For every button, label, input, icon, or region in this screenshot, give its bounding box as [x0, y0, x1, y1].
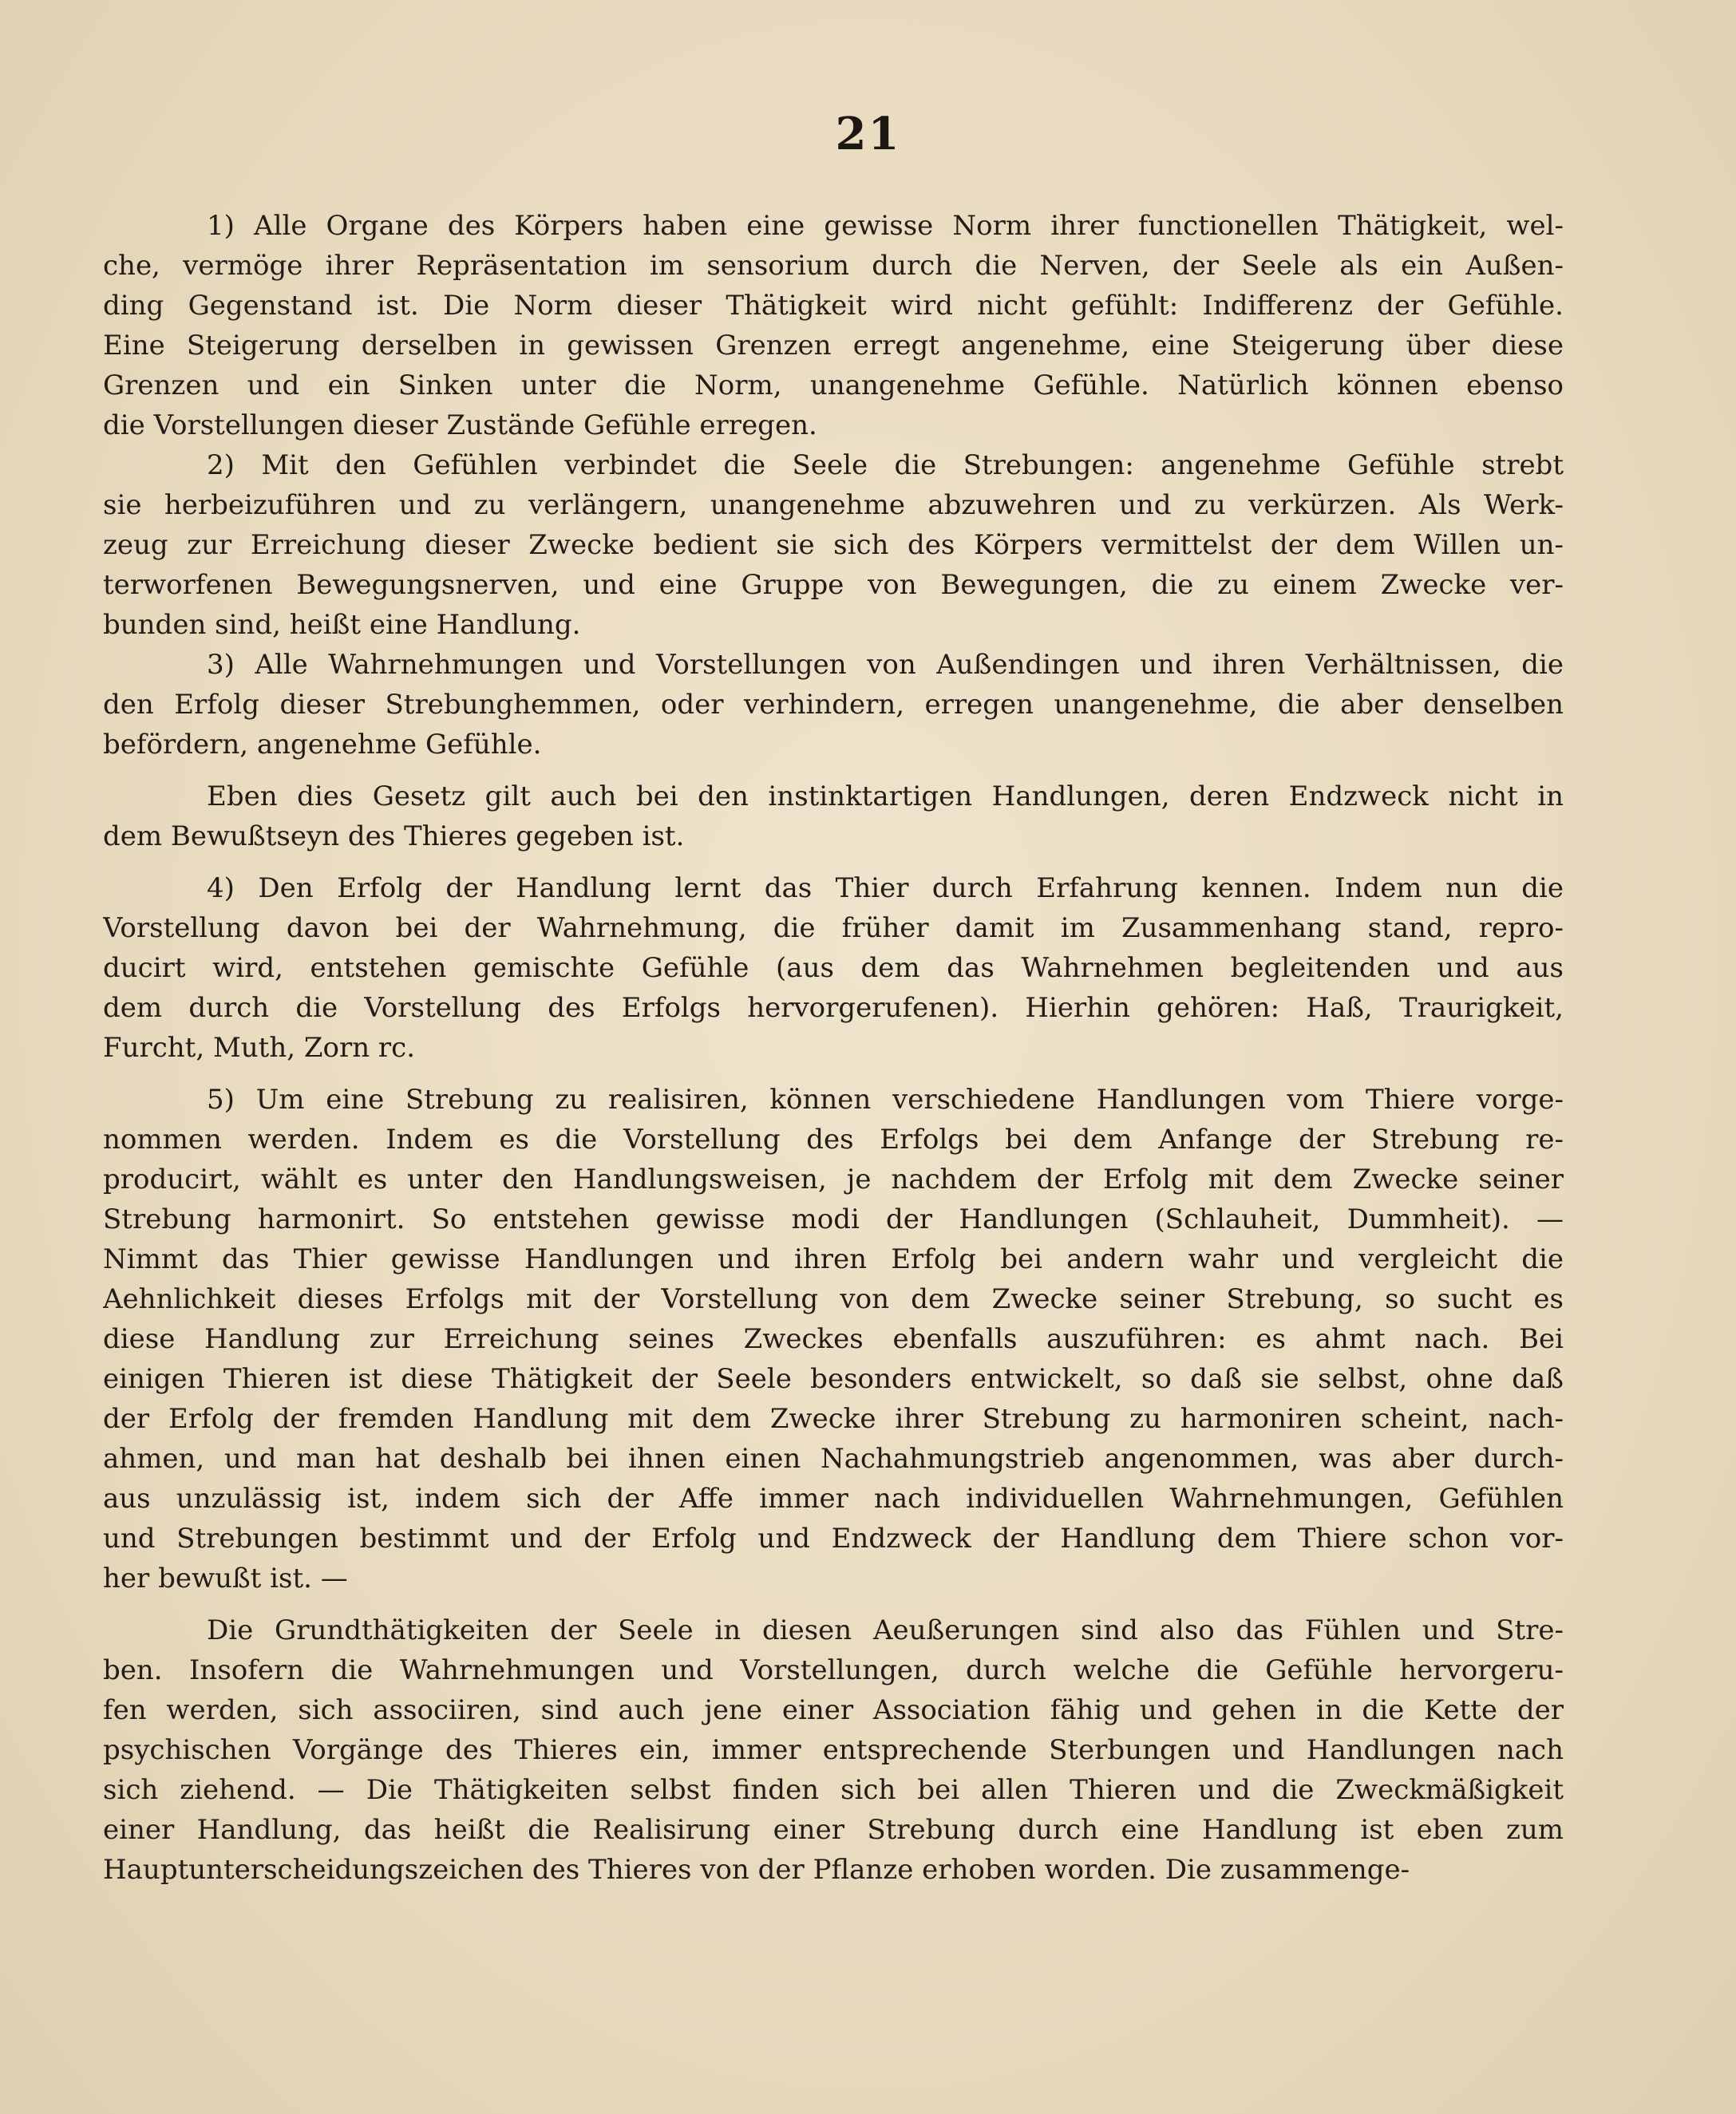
- text-line: bunden sind, heißt eine Handlung.: [103, 609, 581, 641]
- text-line: Vorstellung davon bei der Wahrnehmung, die früher damit im Zusammenhang stand, repro-: [103, 912, 1564, 944]
- page-number: 21: [835, 108, 901, 160]
- text-line: einer Handlung, das heißt die Realisirung einer Strebung durch eine Handlung ist eben zum: [103, 1814, 1564, 1846]
- paragraph-spacer: [103, 1598, 1564, 1610]
- text-line: sich ziehend. — Die Thätigkeiten selbst finden sich bei allen Thieren und die Zweckmäßigkeit: [103, 1774, 1564, 1806]
- text-line: ducirt wird, entstehen gemischte Gefühle (aus dem das Wahrnehmen begleitenden und aus: [103, 952, 1564, 984]
- text-line: fen werden, sich associiren, sind auch jene einer Association fähig und gehen in die Kette der: [103, 1694, 1564, 1726]
- text-line: die Vorstellungen dieser Zustände Gefühle erregen.: [103, 409, 817, 441]
- text-line: der Erfolg der fremden Handlung mit dem Zwecke ihrer Strebung zu harmoniren scheint, nach-: [103, 1403, 1564, 1435]
- text-line: che, vermöge ihrer Repräsentation im sensorium durch die Nerven, der Seele als ein Außen-: [103, 250, 1564, 282]
- text-line: und Strebungen bestimmt und der Erfolg und Endzweck der Handlung dem Thiere schon vor-: [103, 1523, 1564, 1555]
- text-line: 4) Den Erfolg der Handlung lernt das Thier durch Erfahrung kennen. Indem nun die: [207, 872, 1564, 904]
- text-line: zeug zur Erreichung dieser Zwecke bedient sie sich des Körpers vermittelst der dem Willen un-: [103, 529, 1564, 561]
- text-line: diese Handlung zur Erreichung seines Zweckes ebenfalls auszuführen: es ahmt nach. Bei: [103, 1323, 1564, 1355]
- body-text: [103, 206, 1564, 1890]
- text-line: psychischen Vorgänge des Thieres ein, immer entsprechende Sterbungen und Handlungen nach: [103, 1734, 1564, 1766]
- text-line: dem Bewußtseyn des Thieres gegeben ist.: [103, 820, 685, 852]
- paragraph: [103, 868, 1564, 1068]
- text-line: 3) Alle Wahrnehmungen und Vorstellungen von Außendingen und ihren Verhältnissen, die: [207, 649, 1564, 681]
- text-line: ben. Insofern die Wahrnehmungen und Vorstellungen, durch welche die Gefühle hervorgeru-: [103, 1654, 1564, 1686]
- text-line: einigen Thieren ist diese Thätigkeit der Seele besonders entwickelt, so daß sie selbst, ohne daß: [103, 1363, 1564, 1395]
- text-line: Hauptunterscheidungszeichen des Thieres von der Pflanze erhoben worden. Die zusammenge-: [103, 1854, 1410, 1886]
- paragraph: [103, 1080, 1564, 1598]
- text-line: terworfenen Bewegungsnerven, und eine Gruppe von Bewegungen, die zu einem Zwecke ver-: [103, 569, 1564, 601]
- text-line: ahmen, und man hat deshalb bei ihnen einen Nachahmungstrieb angenommen, was aber durch-: [103, 1443, 1564, 1475]
- text-line: Eben dies Gesetz gilt auch bei den instinktartigen Handlungen, deren Endzweck nicht in: [207, 780, 1564, 812]
- text-line: her bewußt ist. —: [103, 1563, 348, 1594]
- text-line: Die Grundthätigkeiten der Seele in diesen Aeußerungen sind also das Fühlen und Stre-: [207, 1614, 1564, 1646]
- paragraph-spacer: [103, 856, 1564, 868]
- text-line: producirt, wählt es unter den Handlungsweisen, je nachdem der Erfolg mit dem Zwecke seiner: [103, 1164, 1564, 1195]
- text-line: Nimmt das Thier gewisse Handlungen und ihren Erfolg bei andern wahr und vergleicht die: [103, 1243, 1564, 1275]
- text-line: Furcht, Muth, Zorn rc.: [103, 1032, 415, 1064]
- text-line: aus unzulässig ist, indem sich der Affe immer nach individuellen Wahrnehmungen, Gefühlen: [103, 1483, 1564, 1515]
- text-line: nommen werden. Indem es die Vorstellung des Erfolgs bei dem Anfange der Strebung re-: [103, 1124, 1564, 1156]
- paragraph: [103, 1610, 1564, 1890]
- text-line: 2) Mit den Gefühlen verbindet die Seele die Strebungen: angenehme Gefühle strebt: [207, 449, 1564, 481]
- text-line: den Erfolg dieser Strebunghemmen, oder verhindern, erregen unangenehme, die aber denselben: [103, 689, 1564, 721]
- text-line: sie herbeizuführen und zu verlängern, unangenehme abzuwehren und zu verkürzen. Als Werk-: [103, 489, 1564, 521]
- text-line: dem durch die Vorstellung des Erfolgs hervorgerufenen). Hierhin gehören: Haß, Traurigkeit,: [103, 992, 1564, 1024]
- paragraph-spacer: [103, 765, 1564, 776]
- text-line: Aehnlichkeit dieses Erfolgs mit der Vorstellung von dem Zwecke seiner Strebung, so sucht es: [103, 1283, 1564, 1315]
- text-line: Grenzen und ein Sinken unter die Norm, unangenehme Gefühle. Natürlich können ebenso: [103, 369, 1564, 401]
- text-line: Eine Steigerung derselben in gewissen Grenzen erregt angenehme, eine Steigerung über diese: [103, 330, 1564, 362]
- text-line: 1) Alle Organe des Körpers haben eine gewisse Norm ihrer functionellen Thätigkeit, wel-: [207, 210, 1564, 242]
- text-line: Strebung harmonirt. So entstehen gewisse modi der Handlungen (Schlauheit, Dummheit). —: [103, 1203, 1564, 1235]
- paragraph: [103, 645, 1564, 765]
- text-line: ding Gegenstand ist. Die Norm dieser Thätigkeit wird nicht gefühlt: Indifferenz der Gefühle.: [103, 290, 1564, 322]
- paragraph-spacer: [103, 1068, 1564, 1080]
- paragraph: [103, 776, 1564, 856]
- text-line: 5) Um eine Strebung zu realisiren, können verschiedene Handlungen vom Thiere vorge-: [207, 1084, 1564, 1116]
- paragraph: [103, 206, 1564, 445]
- paragraph: [103, 445, 1564, 645]
- text-line: befördern, angenehme Gefühle.: [103, 729, 542, 761]
